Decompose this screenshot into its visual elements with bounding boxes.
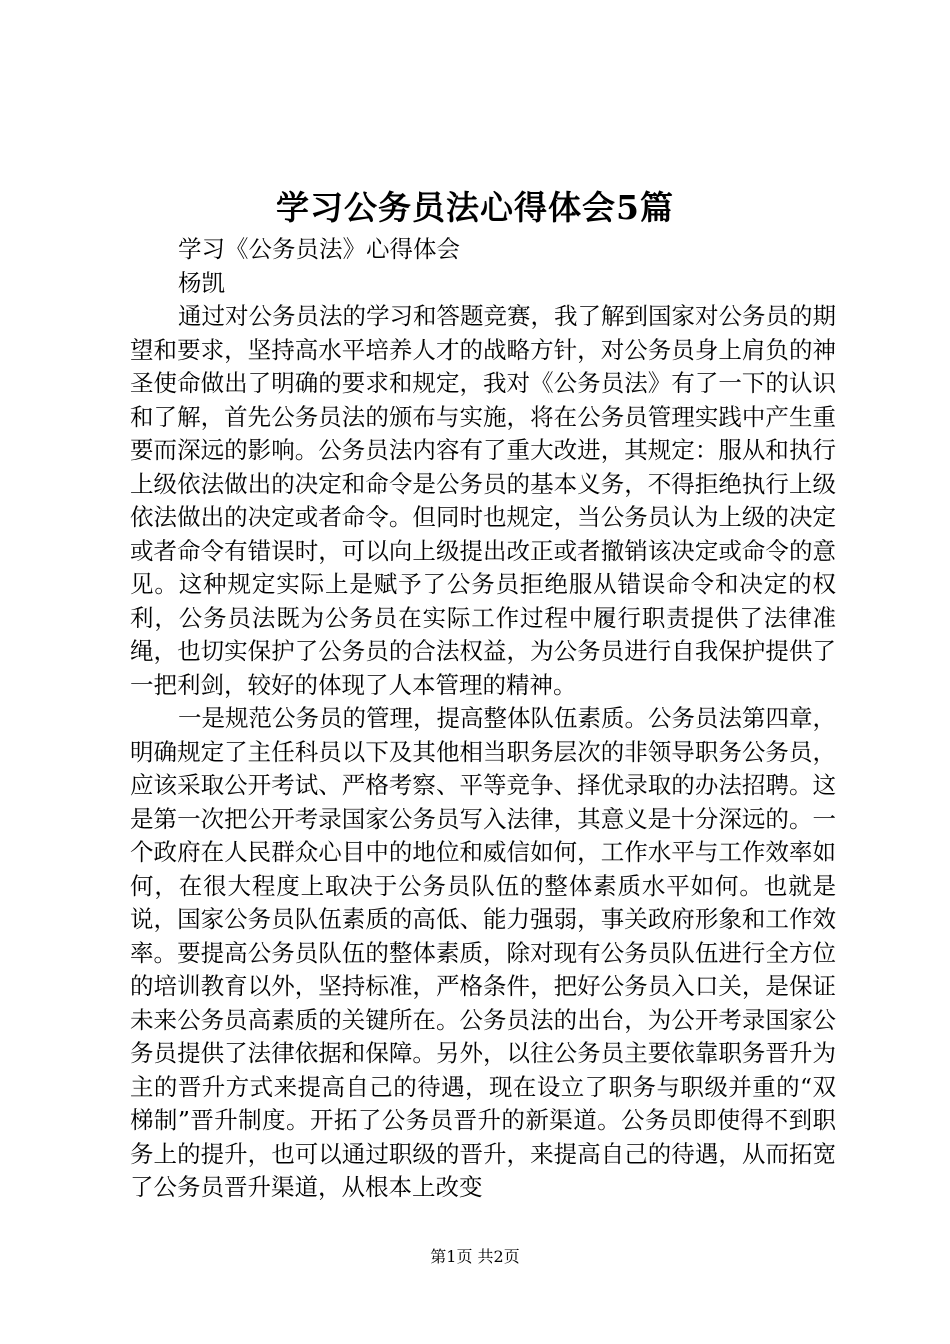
page-number: 第1页 共2页 — [430, 1247, 520, 1266]
paragraph-1: 通过对公务员法的学习和答题竞赛，我了解到国家对公务员的期望和要求，坚持高水平培养人才的战略方针，对公务员身上肩负的神圣使命做出了明确的要求和规定，我对《公务员法》有了一下的认识和了解，首先公务员法的颁布与实施，将在公务员管理实践中产生重要而深远的影响。公务员法内容有了重大改进，其规定：服从和执行上级依法做出的决定和命令是公务员的基本义务，不得拒绝执行上级依法做出的决定或者命令。但同时也规定，当公务员认为上级的决定或者命令有错误时，可以向上级提出改正或者撤销该决定或命令的意见。这种规定实际上是赋予了公务员拒绝服从错误命令和决定的权利，公务员法既为公务员在实际工作过程中履行职责提供了法律准绳，也切实保护了公务员的合法权益，为公务员进行自我保护提供了一把利剑，较好的体现了人本管理的精神。 — [130, 302, 836, 699]
document-title: 学习公务员法心得体会5篇 — [276, 188, 674, 227]
document-author: 杨凯 — [178, 268, 225, 297]
document-body — [130, 233, 836, 1205]
document-subtitle: 学习《公务员法》心得体会 — [178, 235, 460, 263]
paragraph-2: 一是规范公务员的管理，提高整体队伍素质。公务员法第四章，明确规定了主任科员以下及其他相当职务层次的非领导职务公务员，应该采取公开考试、严格考察、平等竞争、择优录取的办法招聘。这是第一次把公开考录国家公务员写入法律，其意义是十分深远的。一个政府在人民群众心目中的地位和威信如何，工作水平与工作效率如何，在很大程度上取决于公务员队伍的整体素质水平如何。也就是说，国家公务员队伍素质的高低、能力强弱，事关政府形象和工作效率。要提高公务员队伍的整体素质，除对现有公务员队伍进行全方位的培训教育以外，坚持标准，严格条件，把好公务员入口关，是保证未来公务员高素质的关键所在。公务员法的出台，为公开考录国家公务员提供了法律依据和保障。另外，以往公务员主要依靠职务晋升为主的晋升方式来提高自己的待遇，现在设立了职务与职级并重的“双梯制”晋升制度。开拓了公务员晋升的新渠道。公务员即使得不到职务上的提升，也可以通过职级的晋升，来提高自己的待遇，从而拓宽了公务员晋升渠道，从根本上改变 — [130, 704, 836, 1201]
